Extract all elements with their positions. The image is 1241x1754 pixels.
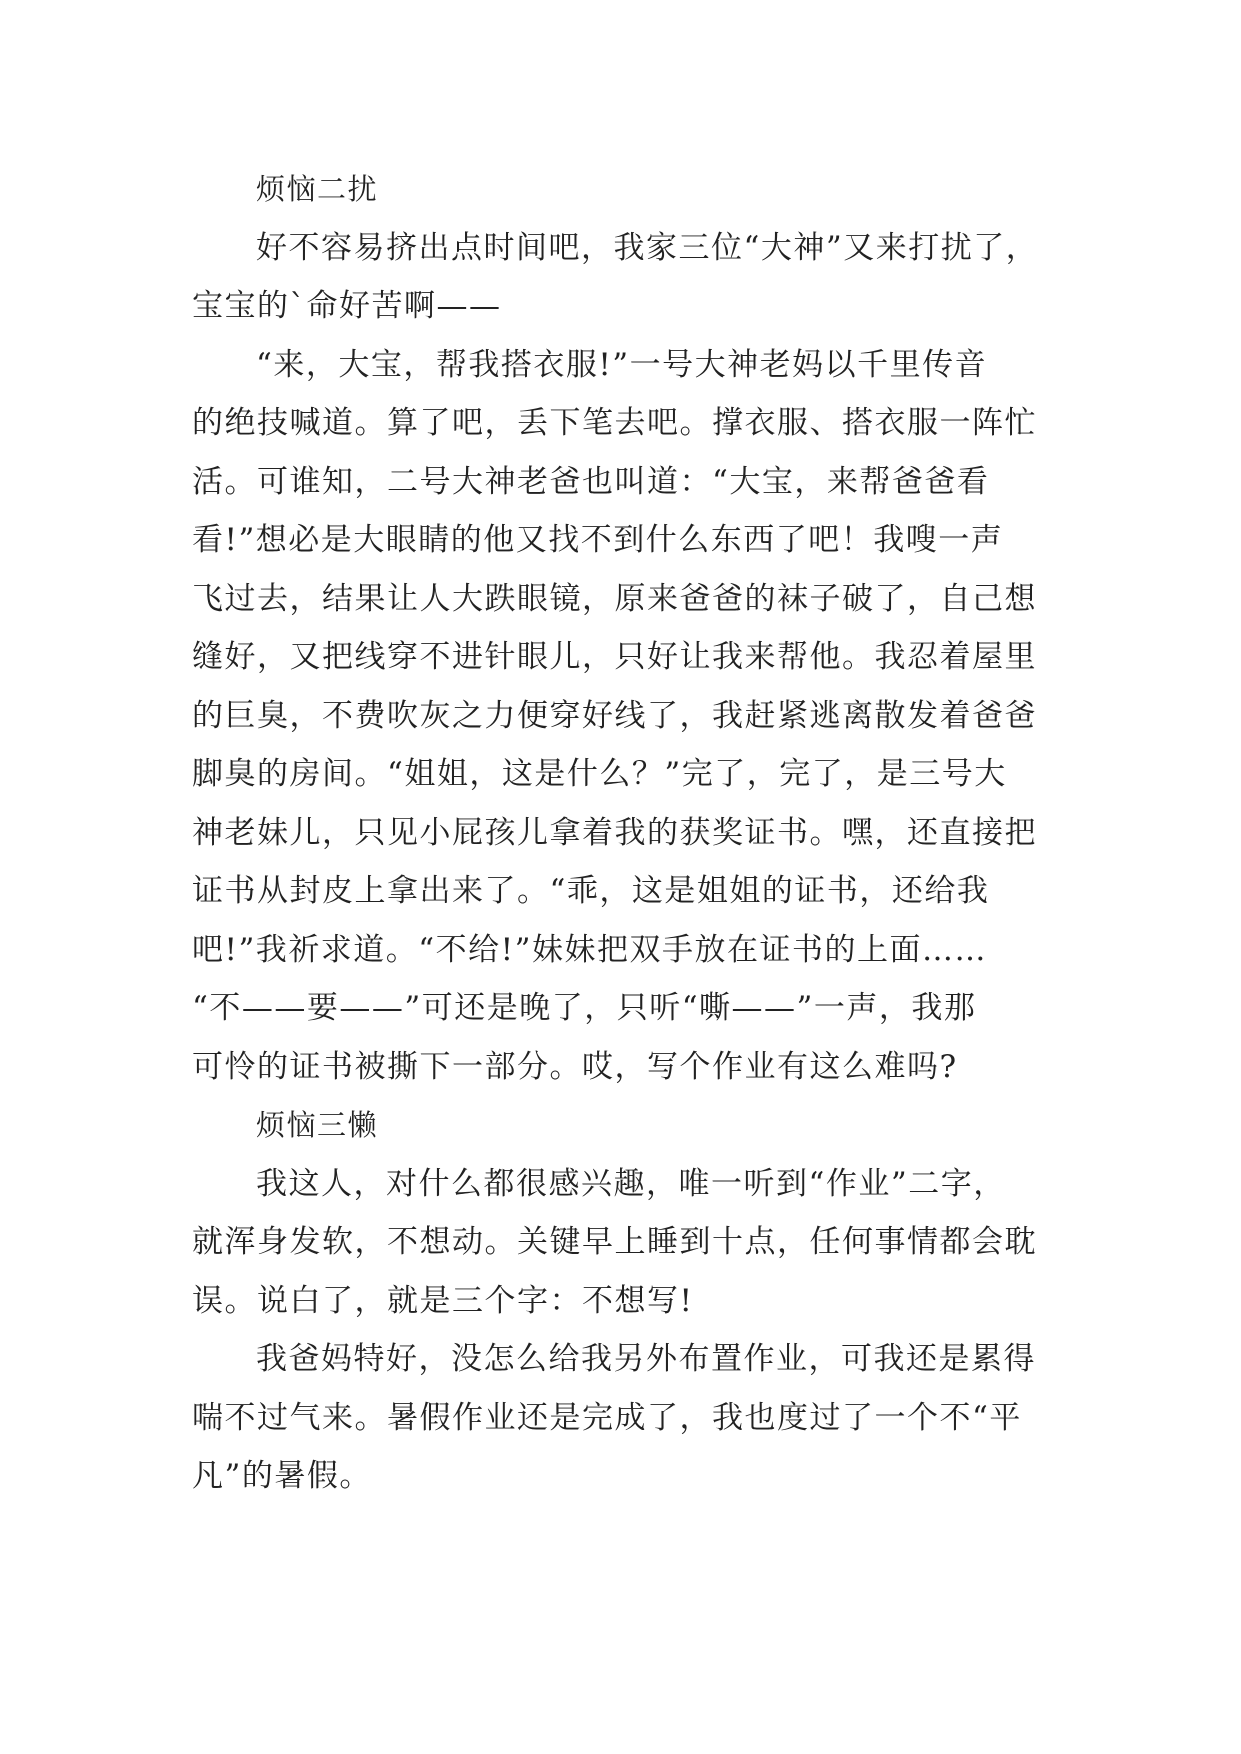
section-heading: 烦恼三懒 (256, 1108, 379, 1142)
text-line: 我这人，对什么都很感兴趣，唯一听到“作业”二字， (256, 1165, 1006, 1202)
text-line: 就浑身发软，不想动。关键早上睡到十点，任何事情都会耽 (192, 1224, 1037, 1260)
text-line: “不——要——”可还是晚了，只听“嘶——”一声，我那 (192, 990, 977, 1026)
text-line: 看!”想必是大眼睛的他又找不到什么东西了吧！我嗖一声 (192, 522, 1004, 558)
text-line: 缝好，又把线穿不进针眼儿，只好让我来帮他。我忍着屋里 (192, 639, 1037, 675)
text-line: 好不容易挤出点时间吧，我家三位“大神”又来打扰了， (256, 229, 1039, 266)
text-line: 误。说白了，就是三个字：不想写! (192, 1282, 694, 1319)
text-line: 可怜的证书被撕下一部分。哎，写个作业有这么难吗? (192, 1048, 958, 1085)
text-line: 的巨臭，不费吹灰之力便穿好线了，我赶紧逃离散发着爸爸 (192, 697, 1037, 734)
text-line: 喘不过气来。暑假作业还是完成了，我也度过了一个不“平 (192, 1399, 1022, 1436)
text-line: 飞过去，结果让人大跌眼镜，原来爸爸的袜子破了，自己想 (192, 580, 1037, 617)
text-line: 神老妹儿，只见小屁孩儿拿着我的获奖证书。嘿，还直接把 (192, 814, 1037, 851)
text-line: “来，大宝，帮我搭衣服!”一号大神老妈以千里传音 (256, 346, 988, 383)
text-line: 吧!”我祈求道。“不给!”妹妹把双手放在证书的上面…… (192, 931, 987, 968)
text-line: 我爸妈特好，没怎么给我另外布置作业，可我还是累得 (256, 1341, 1036, 1377)
text-line: 宝宝的`命好苦啊—— (192, 288, 502, 324)
text-line: 脚臭的房间。“姐姐，这是什么？”完了，完了，是三号大 (192, 756, 1007, 792)
text-line: 凡”的暑假。 (192, 1458, 372, 1494)
section-heading: 烦恼二扰 (256, 172, 379, 206)
text-line: 活。可谁知，二号大神老爸也叫道：“大宝，来帮爸爸看 (192, 463, 990, 500)
text-line: 的绝技喊道。算了吧，丢下笔去吧。撑衣服、搭衣服一阵忙 (192, 405, 1037, 441)
text-line: 证书从封皮上拿出来了。“乖，这是姐姐的证书，还给我 (192, 873, 990, 909)
document-page (192, 160, 1062, 1506)
